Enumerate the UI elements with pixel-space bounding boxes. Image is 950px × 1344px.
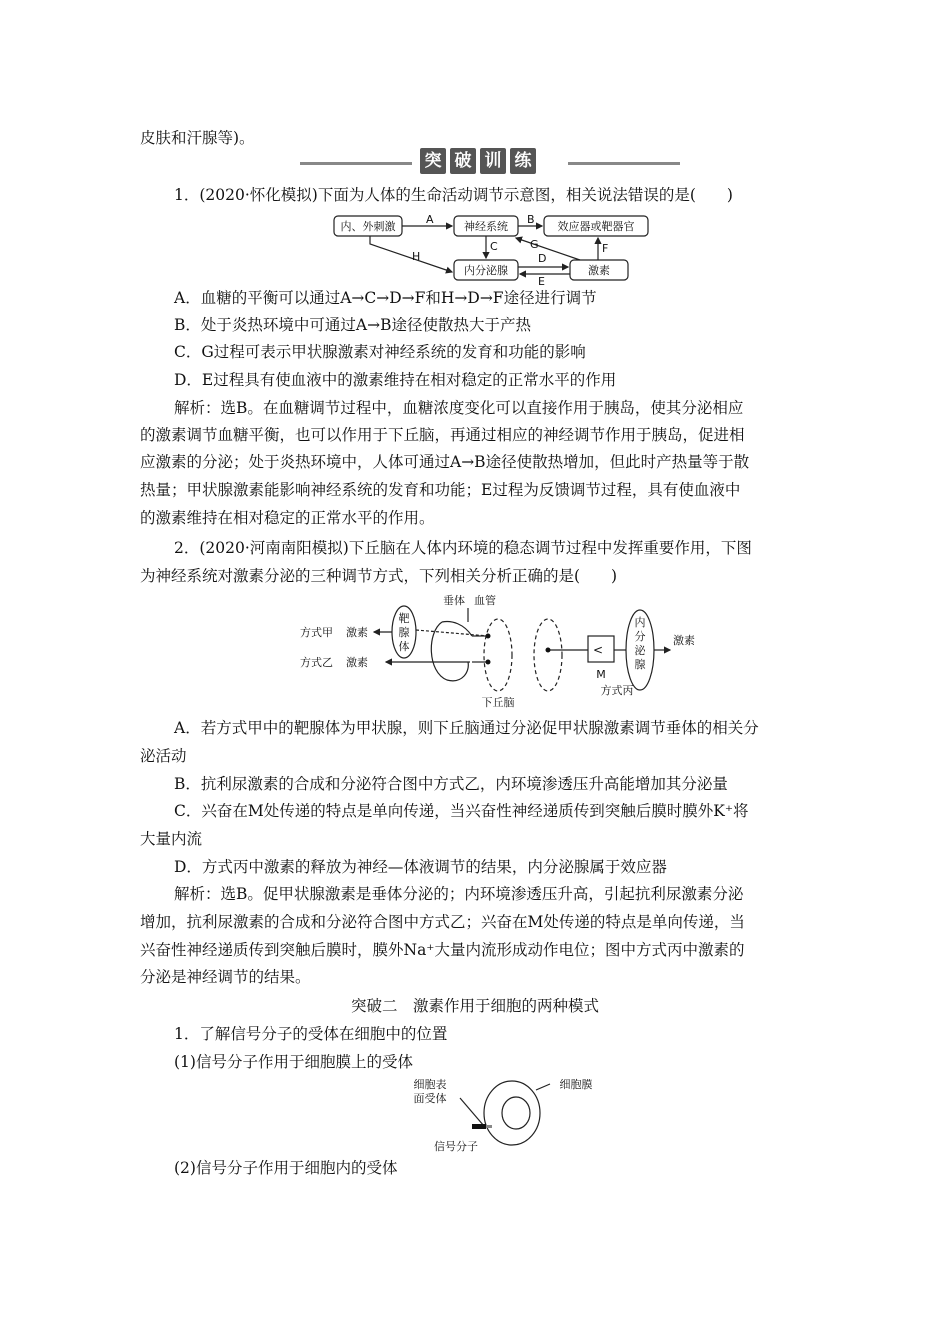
label-hormone-b: 激素 (346, 656, 368, 669)
question-2: 2．(2020·河南南阳模拟)下丘脑在人体内环境的稳态调节过程中发挥重要作用，下图 (174, 539, 752, 557)
label-membrane: 细胞膜 (559, 1078, 593, 1091)
text-line: 1．了解信号分子的受体在细胞中的位置 (174, 1025, 448, 1043)
label-hormone-c: 激素 (673, 634, 695, 647)
text-line: (1)信号分子作用于细胞膜上的受体 (174, 1053, 413, 1071)
answer-1: 解析：选B。在血糖调节过程中，血糖浓度变化可以直接作用于胰岛，使其分泌相应 (174, 399, 744, 417)
label-endocrine: 分 (634, 630, 646, 643)
answer-1: 的激素维持在相对稳定的正常水平的作用。 (140, 509, 435, 527)
banner-char: 练 (510, 148, 536, 174)
figure-membrane-receptor (400, 1076, 600, 1156)
label-mode-a: 方式甲 (300, 626, 333, 639)
label-hormone-a: 激素 (346, 626, 368, 639)
answer-1: 应激素的分泌；处于炎热环境中，人体可通过A→B途径使散热增加，但此时产热量等于散 (140, 453, 750, 471)
section-title: 突破二 激素作用于细胞的两种模式 (350, 997, 599, 1015)
node-hormone: 激素 (588, 264, 610, 277)
node-nervous: 神经系统 (464, 220, 508, 233)
banner-char: 破 (450, 148, 476, 174)
label-A: A (426, 213, 434, 226)
label-target: 体 (398, 640, 410, 653)
label-target: 靶 (398, 612, 410, 625)
answer-2: 分泌是神经调节的结果。 (140, 968, 311, 986)
label-E: E (538, 275, 545, 285)
label-endocrine: 泌 (634, 644, 646, 657)
text-line: (2)信号分子作用于细胞内的受体 (174, 1159, 398, 1177)
figure-regulation-diagram (330, 210, 660, 285)
answer-2: 增加，抗利尿激素的合成和分泌符合图中方式乙；兴奋在M处传递的特点是单向传递，当 (140, 913, 745, 931)
option-2b: B．抗利尿激素的合成和分泌符合图中方式乙，内环境渗透压升高能增加其分泌量 (174, 775, 728, 793)
label-G: G (530, 238, 539, 251)
text-line: 皮肤和汗腺等)。 (140, 129, 255, 147)
option-2a: A．若方式甲中的靶腺体为甲状腺，则下丘脑通过分泌促甲状腺激素调节垂体的相关分 (174, 719, 759, 737)
label-target: 腺 (398, 626, 410, 639)
answer-1: 热量；甲状腺激素能影响神经系统的发育和功能；E过程为反馈调节过程，具有使血液中 (140, 481, 741, 499)
answer-2: 兴奋性神经递质传到突触后膜时，膜外Na⁺大量内流形成动作电位；图中方式丙中激素的 (140, 941, 745, 959)
option-1d: D．E过程具有使血液中的激素维持在相对稳定的正常水平的作用 (174, 371, 617, 389)
label-D: D (538, 252, 547, 265)
label-mode-b: 方式乙 (300, 656, 333, 669)
banner-char: 训 (480, 148, 506, 174)
option-2d: D．方式丙中激素的释放为神经—体液调节的结果，内分泌腺属于效应器 (174, 858, 667, 876)
label-hypothalamus: 下丘脑 (481, 696, 515, 709)
label-m: M (596, 668, 606, 681)
label-mode-c: 方式丙 (600, 684, 634, 697)
svg-text:<: < (593, 643, 604, 657)
node-effector: 效应器或靶器官 (557, 220, 635, 233)
label-H: H (412, 250, 421, 263)
node-stimulus: 内、外刺激 (340, 220, 396, 233)
answer-2: 解析：选B。促甲状腺激素是垂体分泌的；内环境渗透压升高，引起抗利尿激素分泌 (174, 885, 744, 903)
option-1c: C．G过程可表示甲状腺激素对神经系统的发育和功能的影响 (174, 343, 586, 361)
section-banner (300, 148, 680, 178)
label-C: C (490, 240, 498, 253)
label-receptor: 细胞表 (413, 1078, 447, 1091)
option-2c: 大量内流 (140, 830, 203, 848)
label-vessel: 血管 (474, 594, 496, 607)
label-F: F (602, 242, 609, 255)
question-1: 1．(2020·怀化模拟)下面为人体的生命活动调节示意图，相关说法错误的是( ) (174, 186, 733, 204)
option-2c: C．兴奋在M处传递的特点是单向传递，当兴奋性神经递质传到突触后膜时膜外K⁺将 (174, 802, 749, 820)
node-endocrine: 内分泌腺 (464, 264, 508, 277)
label-pituitary: 垂体 (443, 594, 465, 607)
label-B: B (527, 213, 535, 226)
figure-hypothalamus-diagram (292, 592, 712, 710)
label-endocrine: 腺 (634, 658, 646, 671)
banner-char: 突 (420, 148, 446, 174)
option-2a: 泌活动 (140, 747, 187, 765)
option-1a: A．血糖的平衡可以通过A→C→D→F和H→D→F途径进行调节 (174, 289, 597, 307)
option-1b: B．处于炎热环境中可通过A→B途径使散热大于产热 (174, 316, 531, 334)
label-signal: 信号分子 (434, 1140, 478, 1153)
answer-1: 的激素调节血糖平衡，也可以作用于下丘脑，再通过相应的神经调节作用于胰岛，促进相 (140, 426, 745, 444)
label-receptor: 面受体 (413, 1092, 447, 1105)
question-2: 为神经系统对激素分泌的三种调节方式，下列相关分析正确的是( ) (140, 567, 618, 585)
label-endocrine: 内 (634, 616, 646, 629)
